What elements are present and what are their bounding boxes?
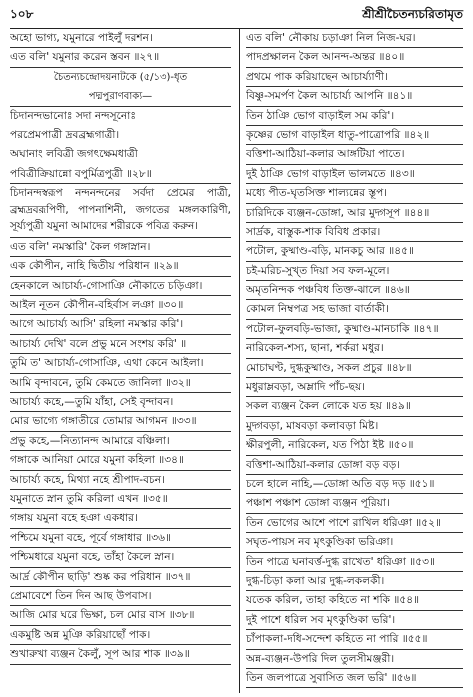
sanskrit-line: অঘানাং লবিত্রী জগৎক্ষেমধাত্রী bbox=[10, 148, 138, 161]
verse-line: যমুনাতে স্নান তুমি করিলা এখন ॥৩৫॥ bbox=[10, 490, 231, 509]
quote-intro: পদ্মপুরাণবাক্য— bbox=[10, 87, 231, 106]
verse-line: অন্ন-ব্যঞ্জন-উপরি দিল তুলসীমঞ্জরী। bbox=[246, 650, 463, 669]
verse-line: গঙ্গায় যমুনা বহে হঞা একধার। bbox=[10, 509, 231, 528]
verse-line: একমুষ্টি অন্ন মুঞি করিয়াছোঁ পাক। bbox=[10, 626, 231, 645]
page-header bbox=[10, 6, 463, 26]
verse-line: বত্তিশা-আঠিয়া-কলার ডোঙ্গা বড় বড়। bbox=[246, 456, 463, 475]
verse-line: তিন ভোগের আশে পাশে রাখিল ধরিঞা ॥৫২॥ bbox=[246, 514, 463, 533]
verse-line: বিষ্ণু-সমর্পণ কৈল আচার্য্য আপনি ॥৪১॥ bbox=[246, 87, 463, 106]
verse-line: চাঁপাকলা-দধি-সন্দেশ কহিতে না পারি ॥৫৫॥ bbox=[246, 630, 463, 649]
verse-line: বত্তিশা-আঠিয়া-কলার আঙ্গটিয়া পাতে। bbox=[246, 145, 463, 164]
verse-line: চলে হালে নাহি,—ডোঙ্গা অতি বড় দড় ॥৫১॥ bbox=[246, 475, 463, 494]
verse-line: সঘৃত-পায়স নব মৃৎকুণ্ডিকা ভরিঞা। bbox=[246, 533, 463, 552]
verse-line: আচার্য্য কহে, মিথ্যা নহে শ্রীপাদ-বচন। bbox=[10, 471, 231, 490]
book-title: শ্রীশ্রীচৈতন্যচরিতামৃত bbox=[362, 7, 463, 21]
verse-line: শুখারুখা ব্যঞ্জন কৈলুঁ, সূপ আর শাক ॥৩৯॥ bbox=[10, 645, 231, 664]
verse-line: মোচাঘণ্ট, দুগ্ধকুষ্মাণ্ড, সকল প্রচুর ॥৪৮॥ bbox=[246, 359, 463, 378]
verse-line: তুমি ত' আচার্য্য-গোসাঞি, এথা কেনে আইলা। bbox=[10, 354, 231, 373]
verse-line: কৃষ্ণের ভোগ বাড়াইল ধাতু-পাত্রোপরি ॥৪২॥ bbox=[246, 126, 463, 145]
verse-line: আচার্য্য দেখি' বলে প্রভু মনে সংশয় করি' ॥ bbox=[10, 335, 231, 354]
verse-line: মুদ্গবড়া, মাষবড়া কলাবড়া মিষ্ট। bbox=[246, 417, 463, 436]
column-divider bbox=[239, 29, 240, 693]
left-verse-list bbox=[10, 238, 231, 665]
sanskrit-line: চিদানন্দভানোঃ সদা নন্দসূনোঃ bbox=[10, 109, 136, 122]
verse-line: প্রেমাবেশে তিন দিন আছ উপবাস। bbox=[10, 587, 231, 606]
verse-line: মধুরাম্লবড়া, অম্লাদি পাঁচ-ছয়। bbox=[246, 378, 463, 397]
verse-line: সার্দ্রক, বাস্তুক-শাক বিবিধ প্রকার। bbox=[246, 223, 463, 242]
verse-line: দুই পাশে ধরিল সব মৃৎকুণ্ডিকা ভরি'। bbox=[246, 611, 463, 630]
text-columns bbox=[10, 29, 463, 693]
verse-line: তিন জলপাত্রে সুবাসিত জল ভরি' ॥৫৬॥ bbox=[246, 669, 463, 688]
verse-line: আমি বৃন্দাবনে, তুমি কেমতে জানিলা ॥৩২॥ bbox=[10, 374, 231, 393]
verse-line: প্রথমে পাক করিয়াছেন আচার্য্যাণী। bbox=[246, 68, 463, 87]
verse-line: কোমল নিম্বপত্র সহ ভাজা বার্তাকী। bbox=[246, 300, 463, 319]
verse-line: পটোল-ফুলবড়ি-ভাজা, কুষ্মাণ্ড-মানচাকি ॥৪৭॥ bbox=[246, 320, 463, 339]
right-column bbox=[246, 29, 463, 693]
translation-paragraph: চিদানন্দস্বরূপ নন্দনন্দনের সর্বদা প্রেমের পাত্রী, ব্রহ্মদ্রবরূপিণী, পাপনাশিনী, জগতের মঙ্গলকারিণী, সূর্য্যপুত্রী যমুনা আমাদের শরীরকে পবিত্র করুন। bbox=[10, 184, 231, 238]
verse-line: পশ্চিমধারে যমুনা বহে, তাঁহা কৈলে স্নান। bbox=[10, 548, 231, 567]
verse-line: মোর ভাগ্যে গঙ্গাতীরে তোমার আগমন ॥৩৩॥ bbox=[10, 412, 231, 431]
verse-line: আইল নূতন কৌপীন-বহির্বাস লঞা ॥৩০॥ bbox=[10, 296, 231, 315]
verse-line: ক্ষীরপুলী, নারিকেল, যত পিঠা ইষ্ট ॥৫০॥ bbox=[246, 436, 463, 455]
verse-line: তিন পাত্রে ঘনাবর্ত্ত-দুগ্ধ রাখেত' ধরিঞা ॥৫৩॥ bbox=[246, 553, 463, 572]
left-column bbox=[10, 29, 233, 693]
verse-line: এত বলি' নৌকায় চড়াঞা নিল নিজ-ঘর। bbox=[246, 29, 463, 48]
verse-line: হেনকালে আচার্য্য-গোসাঞি নৌকাতে চড়িঞা। bbox=[10, 277, 231, 296]
verse-line: তিন ঠাঞি ভোগ বাড়াইল সম করি'। bbox=[246, 107, 463, 126]
verse-line: এক কৌপীন, নাহি দ্বিতীয় পরিধান ॥২৯॥ bbox=[10, 257, 231, 276]
page-number: ১০৮ bbox=[10, 7, 34, 21]
verse-line: আচার্য্য কহে,—তুমি যাঁহা, সেই বৃন্দাবন। bbox=[10, 393, 231, 412]
verse-line: অহো ভাগ্য, যমুনারে পাইলুঁ দরশন। bbox=[10, 29, 231, 48]
verse-line: আগে আচার্য্য আসি' রহিলা নমস্কার করি'। bbox=[10, 315, 231, 334]
verse-line: আর্দ্র কৌপীন ছাড়ি' শুষ্ক কর পরিধান ॥৩৭॥ bbox=[10, 568, 231, 587]
verse-line: প্রভু কহে,—নিত্যানন্দ আমারে বঞ্চিলা। bbox=[10, 432, 231, 451]
verse-line: যতেক করিল, তাহা কহিতে না শকি ॥৫৪॥ bbox=[246, 591, 463, 610]
verse-line: পাদপ্রক্ষালন কৈল আনন্দ-অন্তর ॥৪০॥ bbox=[246, 48, 463, 67]
verse-line: সকল ব্যঞ্জন কৈল লোকে যত হয় ॥৪৯॥ bbox=[246, 397, 463, 416]
verse-line: দুগ্ধ-চিড়া কলা আর দুগ্ধ-লকলকী। bbox=[246, 572, 463, 591]
verse-line: দুই ঠাঞি ভোগ বাড়াইল ভালমতে ॥৪৩॥ bbox=[246, 165, 463, 184]
verse-line: চারিদিকে ব্যঞ্জন-ডোঙ্গা, আর মুদ্গসূপ ॥৪৪॥ bbox=[246, 204, 463, 223]
quote-source: চৈতন্যচন্দ্রোদয়নাটকে (৫/১৩)-ধৃত bbox=[53, 71, 188, 83]
verse-line: এত বলি' নমস্কারি' কৈল গঙ্গাস্নান। bbox=[10, 238, 231, 257]
verse-line: পঞ্চাশ পঞ্চাশ ডোঙ্গা ব্যঞ্জন পূরিয়া। bbox=[246, 494, 463, 513]
verse-line: চই-মরিচ-সুখ্ত দিয়া সব ফল-মূলে। bbox=[246, 262, 463, 281]
sanskrit-line: পরপ্রেমপাত্রী দ্রবব্রহ্মগাত্রী। bbox=[10, 128, 120, 141]
verse-line: মধ্যে পীত-ঘৃতসিক্ত শাল্যন্নের স্তূপ। bbox=[246, 184, 463, 203]
verse-line: গঙ্গাকে আনিয়া মোরে যমুনা কহিলা ॥৩৪॥ bbox=[10, 451, 231, 470]
verse-line: অমৃতনিন্দক পঞ্চবিধ তিক্ত-ঝালে ॥৪৬॥ bbox=[246, 281, 463, 300]
verse-line: নারিকেল-শস্য, ছানা, শর্করা মধুর। bbox=[246, 339, 463, 358]
verse-line: পশ্চিমে যমুনা বহে, পূর্বে গঙ্গাধার ॥৩৬॥ bbox=[10, 529, 231, 548]
sanskrit-line: পবিত্রীক্রিয়ান্নো বপুর্মিত্রপুত্রী ॥২৮॥ bbox=[10, 165, 231, 184]
verse-line: এত বলি' যমুনার করেন স্তবন ॥২৭॥ bbox=[10, 48, 231, 67]
verse-line: আজি মোর ঘরে ভিক্ষা, চল মোর বাস ॥৩৮॥ bbox=[10, 606, 231, 625]
verse-line: পটোল, কুষ্মাণ্ড-বড়ি, মানকচু আর ॥৪৫॥ bbox=[246, 242, 463, 261]
